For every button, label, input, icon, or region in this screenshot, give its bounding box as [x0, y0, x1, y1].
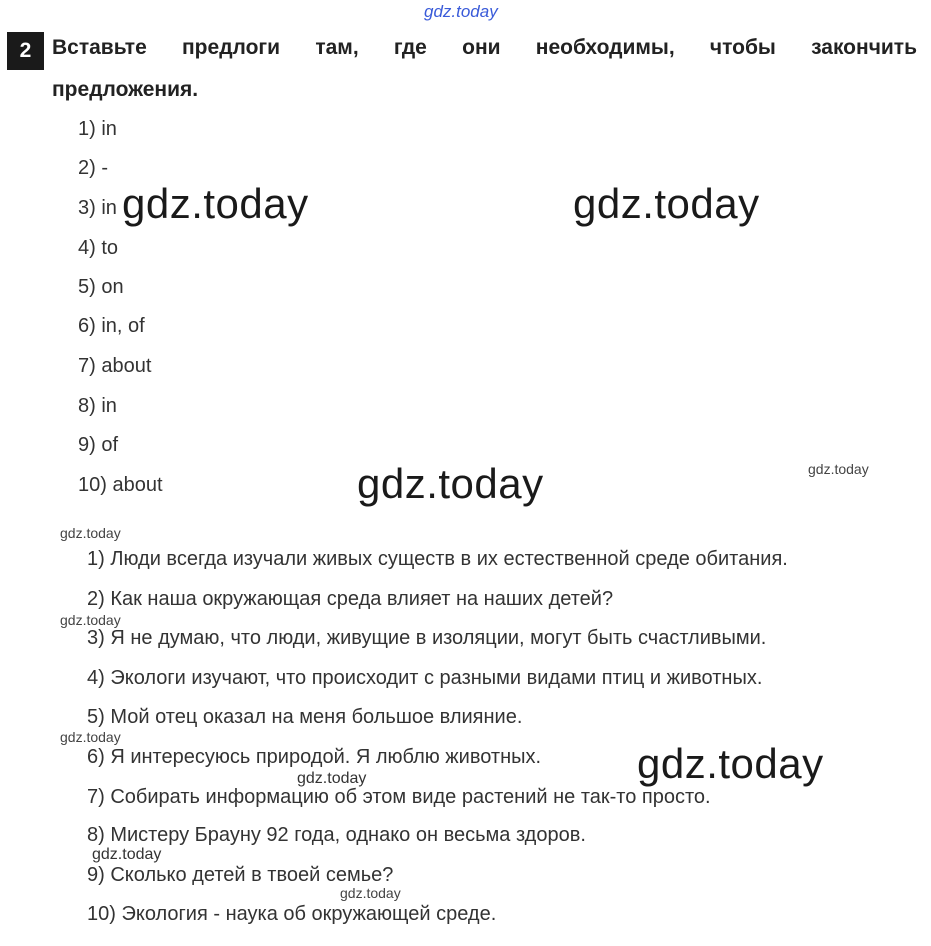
watermark-large: gdz.today: [637, 740, 824, 787]
answer-item-6: 6) in, of: [78, 315, 145, 337]
watermark-large: gdz.today: [122, 180, 309, 227]
answer-item-5: 5) on: [78, 276, 124, 298]
translation-item-8: 8) Мистеру Брауну 92 года, однако он весьма здоров.: [87, 824, 586, 846]
answer-item-8: 8) in: [78, 395, 117, 417]
translation-item-3: 3) Я не думаю, что люди, живущие в изоляции, могут быть счастливыми.: [87, 627, 767, 649]
translation-item-6: 6) Я интересуюсь природой. Я люблю животных.: [87, 746, 542, 768]
watermark-small: gdz.today: [297, 770, 367, 787]
answer-item-4: 4) to: [78, 237, 119, 259]
watermark-small: gdz.today: [808, 461, 869, 477]
translation-item-7: 7) Собирать информацию об этом виде растений не так-то просто.: [87, 786, 711, 808]
translation-item-2: 2) Как наша окружающая среда влияет на наших детей?: [87, 588, 614, 610]
task-instruction-line1: Вставьте предлоги там, где они необходимы, чтобы закончить: [52, 36, 917, 59]
translation-item-4: 4) Экологи изучают, что происходит с разными видами птиц и животных.: [87, 667, 763, 689]
watermark-large: gdz.today: [573, 180, 760, 227]
watermark-small: gdz.today: [60, 729, 121, 745]
watermark-small: gdz.today: [340, 885, 401, 901]
answer-item-10: 10) about: [78, 474, 163, 496]
watermark-large: gdz.today: [357, 460, 544, 507]
task-number-badge: 2: [7, 32, 44, 70]
watermark-small: gdz.today: [92, 846, 162, 863]
answer-item-3: 3) in: [78, 197, 117, 219]
watermark-top: gdz.today: [424, 2, 498, 21]
answer-item-9: 9) of: [78, 434, 119, 456]
watermark-small: gdz.today: [60, 612, 121, 628]
translation-item-1: 1) Люди всегда изучали живых существ в их естественной среде обитания.: [87, 548, 788, 570]
answer-item-7: 7) about: [78, 355, 152, 377]
task-instruction-line2: предложения.: [52, 78, 199, 101]
watermark-small: gdz.today: [60, 525, 121, 541]
translation-item-5: 5) Мой отец оказал на меня большое влияние.: [87, 706, 523, 728]
answer-item-1: 1) in: [78, 118, 117, 140]
translation-item-9: 9) Сколько детей в твоей семье?: [87, 864, 394, 886]
translation-item-10: 10) Экология - наука об окружающей среде.: [87, 903, 497, 925]
answer-item-2: 2) -: [78, 157, 108, 179]
